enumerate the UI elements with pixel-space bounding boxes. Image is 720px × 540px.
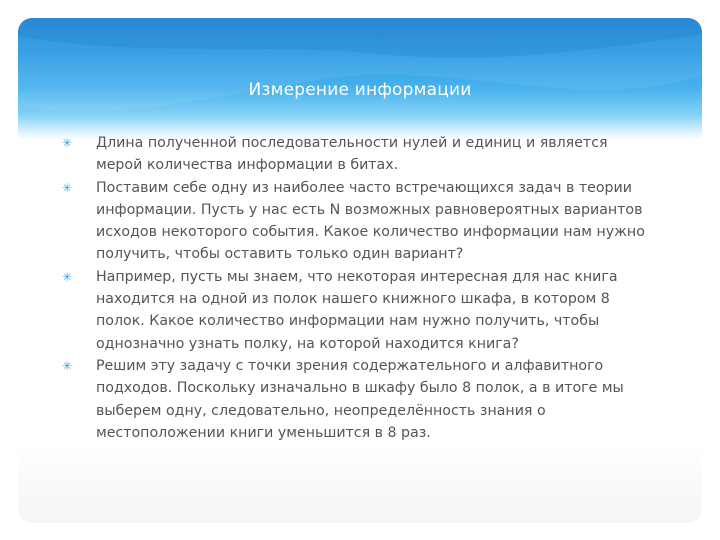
bullet-text: Решим эту задачу с точки зрения содержательного и алфавитного подходов. Поскольку изначально в шкафу было 8 полок, а в итоге мы выберем одну, следовательно, неопределённость знания о местоположении книги уменьшится в 8 раз. [96,357,624,441]
bullet-text: Например, пусть мы знаем, что некоторая интересная для нас книга находится на одной из полок нашего книжного шкафа, в котором 8 полок. Какое количество информации нам нужно получить, чтобы однозначно узнать полку, на которой находится книга? [96,268,618,352]
bullet-text: Поставим себе одну из наиболее часто встречающихся задач в теории информации. Пусть у нас есть N возможных равновероятных вариантов исходов некоторого события. Какое количество информации нам нужно получить, чтобы оставить только один вариант? [96,179,645,263]
bullet-item [62,266,652,355]
bullet-text: Длина полученной последовательности нулей и единиц и является мерой количества информации в битах. [96,135,608,174]
asterisk-bullet-icon: ✳ [62,269,73,284]
slide-title: Измерение информации [248,80,472,100]
slide-card [18,18,702,523]
asterisk-bullet-icon: ✳ [62,180,73,195]
asterisk-bullet-icon: ✳ [62,136,73,150]
header-wave-decoration [18,18,702,140]
bullet-item [62,132,652,177]
bullet-list [62,132,652,444]
bullet-item [62,355,652,444]
slide-header-banner [18,18,702,140]
asterisk-bullet-icon: ✳ [62,358,73,373]
bullet-item [62,177,652,266]
